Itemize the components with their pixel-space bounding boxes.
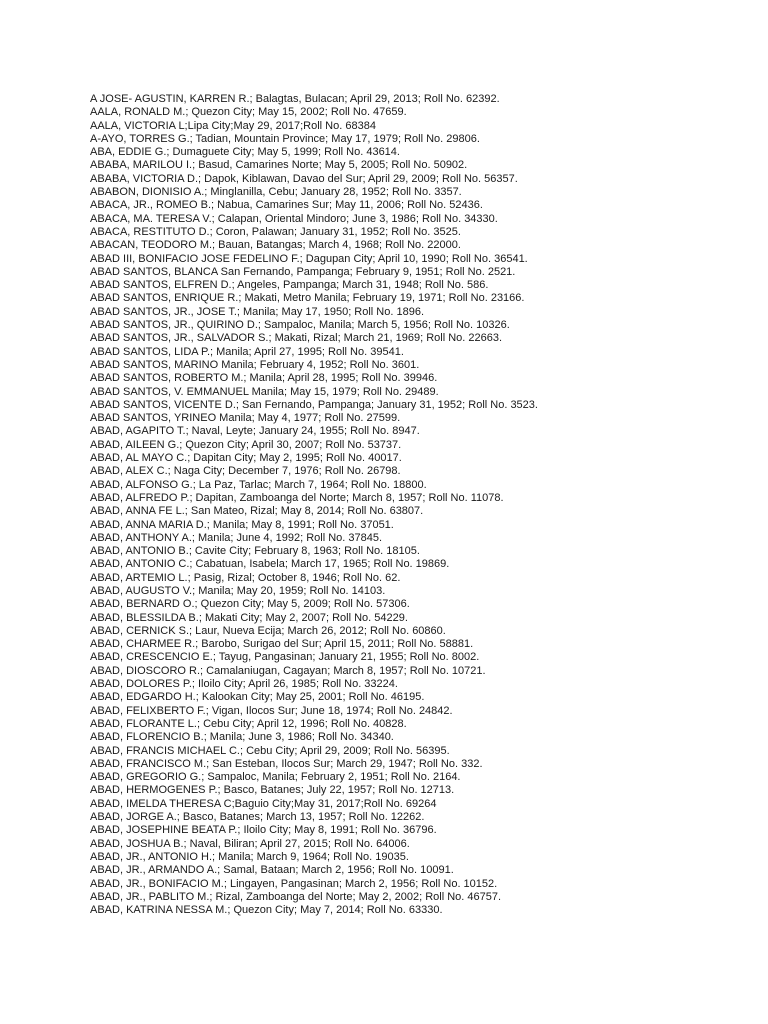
roll-entry: ABAD III, BONIFACIO JOSE FEDELINO F.; Dagupan City; April 10, 1990; Roll No. 36541. — [90, 252, 528, 265]
roll-entry: ABAD, DIOSCORO R.; Camalaniugan, Cagayan; March 8, 1957; Roll No. 10721. — [90, 664, 486, 677]
roll-entry: ABAD, FELIXBERTO F.; Vigan, Ilocos Sur; June 18, 1974; Roll No. 24842. — [90, 704, 453, 717]
roll-entry: ABAD, ALEX C.; Naga City; December 7, 1976; Roll No. 26798. — [90, 465, 401, 478]
roll-entry: ABAD, AL MAYO C.; Dapitan City; May 2, 1995; Roll No. 40017. — [90, 452, 402, 465]
roll-entry: ABAD, CHARMEE R.; Barobo, Surigao del Sur; April 15, 2011; Roll No. 58881. — [90, 638, 474, 651]
roll-entry: ABAD, JR., PABLITO M.; Rizal, Zamboanga del Norte; May 2, 2002; Roll No. 46757. — [90, 890, 502, 903]
roll-entry: ABACA, RESTITUTO D.; Coron, Palawan; January 31, 1952; Roll No. 3525. — [90, 225, 461, 238]
roll-entry: ABAD, ALFONSO G.; La Paz, Tarlac; March 7, 1964; Roll No. 18800. — [90, 478, 427, 491]
roll-entry: ABAD SANTOS, MARINO Manila; February 4, 1952; Roll No. 3601. — [90, 358, 420, 371]
roll-entry: ABAD, FLORANTE L.; Cebu City; April 12, 1996; Roll No. 40828. — [90, 717, 407, 730]
roll-entry: ABAD, BERNARD O.; Quezon City; May 5, 2009; Roll No. 57306. — [90, 598, 410, 611]
roll-entry: ABAD, JR., ANTONIO H.; Manila; March 9, 1964; Roll No. 19035. — [90, 850, 409, 863]
roll-entry: ABAD, ANTONIO C.; Cabatuan, Isabela; March 17, 1965; Roll No. 19869. — [90, 558, 450, 571]
roll-entry: ABAD, GREGORIO G.; Sampaloc, Manila; February 2, 1951; Roll No. 2164. — [90, 771, 461, 784]
roll-entry: ABAD, IMELDA THERESA C;Baguio City;May 31, 2017;Roll No. 69264 — [90, 797, 437, 810]
roll-entry: ABAD, KATRINA NESSA M.; Quezon City; May 7, 2014; Roll No. 63330. — [90, 904, 443, 917]
roll-entry: ABAD, EDGARDO H.; Kalookan City; May 25, 2001; Roll No. 46195. — [90, 691, 425, 704]
roll-entry: ABAD SANTOS, JR., SALVADOR S.; Makati, Rizal; March 21, 1969; Roll No. 22663. — [90, 332, 503, 345]
roll-entry: AALA, VICTORIA L;Lipa City;May 29, 2017;Roll No. 68384 — [90, 119, 376, 132]
roll-entry: ABAD SANTOS, JR., QUIRINO D.; Sampaloc, Manila; March 5, 1956; Roll No. 10326. — [90, 319, 510, 332]
roll-entry: ABAD, JR., ARMANDO A.; Samal, Bataan; March 2, 1956; Roll No. 10091. — [90, 864, 454, 877]
roll-entry: ABAD, JORGE A.; Basco, Batanes; March 13, 1957; Roll No. 12262. — [90, 811, 425, 824]
roll-entry: ABAD, ANTONIO B.; Cavite City; February 8, 1963; Roll No. 18105. — [90, 545, 420, 558]
roll-entry: ABAD, AILEEN G.; Quezon City; April 30, 2007; Roll No. 53737. — [90, 438, 402, 451]
roll-entry: ABAD, CERNICK S.; Laur, Nueva Ecija; March 26, 2012; Roll No. 60860. — [90, 624, 446, 637]
roll-entry: ABACA, MA. TERESA V.; Calapan, Oriental Mindoro; June 3, 1986; Roll No. 34330. — [90, 212, 498, 225]
roll-entry: ABAD, ANTHONY A.; Manila; June 4, 1992; Roll No. 37845. — [90, 531, 383, 544]
roll-entry: ABAD, ANNA FE L.; San Mateo, Rizal; May 8, 2014; Roll No. 63807. — [90, 505, 424, 518]
roll-entry: ABAD SANTOS, V. EMMANUEL Manila; May 15, 1979; Roll No. 29489. — [90, 385, 439, 398]
roll-entry: ABAD, JOSEPHINE BEATA P.; Iloilo City; May 8, 1991; Roll No. 36796. — [90, 824, 437, 837]
roll-entry: ABA, EDDIE G.; Dumaguete City; May 5, 1999; Roll No. 43614. — [90, 146, 400, 159]
roll-entry: ABABA, MARILOU I.; Basud, Camarines Norte; May 5, 2005; Roll No. 50902. — [90, 159, 468, 172]
roll-entries-list — [90, 93, 760, 917]
roll-entry: ABAD, BLESSILDA B.; Makati City; May 2, 2007; Roll No. 54229. — [90, 611, 408, 624]
roll-entry: ABAD, AGAPITO T.; Naval, Leyte; January 24, 1955; Roll No. 8947. — [90, 425, 420, 438]
roll-entry: ABAD SANTOS, YRINEO Manila; May 4, 1977; Roll No. 27599. — [90, 412, 401, 425]
roll-entry: ABAD, JOSHUA B.; Naval, Biliran; April 27, 2015; Roll No. 64006. — [90, 837, 410, 850]
roll-entry: ABAD, JR., BONIFACIO M.; Lingayen, Pangasinan; March 2, 1956; Roll No. 10152. — [90, 877, 498, 890]
roll-entry: ABAD, CRESCENCIO E.; Tayug, Pangasinan; January 21, 1955; Roll No. 8002. — [90, 651, 480, 664]
roll-entry: ABAD SANTOS, LIDA P.; Manila; April 27, 1995; Roll No. 39541. — [90, 345, 404, 358]
roll-entry: ABAD, FRANCIS MICHAEL C.; Cebu City; April 29, 2009; Roll No. 56395. — [90, 744, 450, 757]
roll-entry: ABAD, FLORENCIO B.; Manila; June 3, 1986; Roll No. 34340. — [90, 731, 394, 744]
roll-entry: ABAD SANTOS, BLANCA San Fernando, Pampanga; February 9, 1951; Roll No. 2521. — [90, 265, 516, 278]
roll-entry: ABAD SANTOS, VICENTE D.; San Fernando, Pampanga; January 31, 1952; Roll No. 3523. — [90, 398, 538, 411]
roll-entry: ABAD, ARTEMIO L.; Pasig, Rizal; October 8, 1946; Roll No. 62. — [90, 571, 401, 584]
roll-entry: ABAD, ALFREDO P.; Dapitan, Zamboanga del Norte; March 8, 1957; Roll No. 11078. — [90, 491, 504, 504]
roll-entry: ABAD, AUGUSTO V.; Manila; May 20, 1959; Roll No. 14103. — [90, 584, 386, 597]
roll-entry: ABACAN, TEODORO M.; Bauan, Batangas; March 4, 1968; Roll No. 22000. — [90, 239, 461, 252]
roll-entry: ABAD SANTOS, JR., JOSE T.; Manila; May 17, 1950; Roll No. 1896. — [90, 305, 425, 318]
roll-entry: AALA, RONALD M.; Quezon City; May 15, 2002; Roll No. 47659. — [90, 106, 407, 119]
roll-entry: ABACA, JR., ROMEO B.; Nabua, Camarines Sur; May 11, 2006; Roll No. 52436. — [90, 199, 483, 212]
roll-entry: A-AYO, TORRES G.; Tadian, Mountain Province; May 17, 1979; Roll No. 29806. — [90, 132, 480, 145]
roll-entry: ABAD SANTOS, ELFREN D.; Angeles, Pampanga; March 31, 1948; Roll No. 586. — [90, 279, 489, 292]
roll-entry: ABABA, VICTORIA D.; Dapok, Kiblawan, Davao del Sur; April 29, 2009; Roll No. 56357. — [90, 172, 518, 185]
roll-entry: A JOSE- AGUSTIN, KARREN R.; Balagtas, Bulacan; April 29, 2013; Roll No. 62392. — [90, 93, 500, 105]
roll-entry: ABAD SANTOS, ROBERTO M.; Manila; April 28, 1995; Roll No. 39946. — [90, 372, 438, 385]
roll-entry: ABAD, FRANCISCO M.; San Esteban, Ilocos Sur; March 29, 1947; Roll No. 332. — [90, 757, 483, 770]
roll-entry: ABAD SANTOS, ENRIQUE R.; Makati, Metro Manila; February 19, 1971; Roll No. 23166. — [90, 292, 525, 305]
roll-entry: ABABON, DIONISIO A.; Minglanilla, Cebu; January 28, 1952; Roll No. 3357. — [90, 186, 462, 199]
roll-entry: ABAD, ANNA MARIA D.; Manila; May 8, 1991; Roll No. 37051. — [90, 518, 394, 531]
roll-entry: ABAD, HERMOGENES P.; Basco, Batanes; July 22, 1957; Roll No. 12713. — [90, 784, 455, 797]
roll-entry: ABAD, DOLORES P.; Iloilo City; April 26, 1985; Roll No. 33224. — [90, 678, 398, 691]
